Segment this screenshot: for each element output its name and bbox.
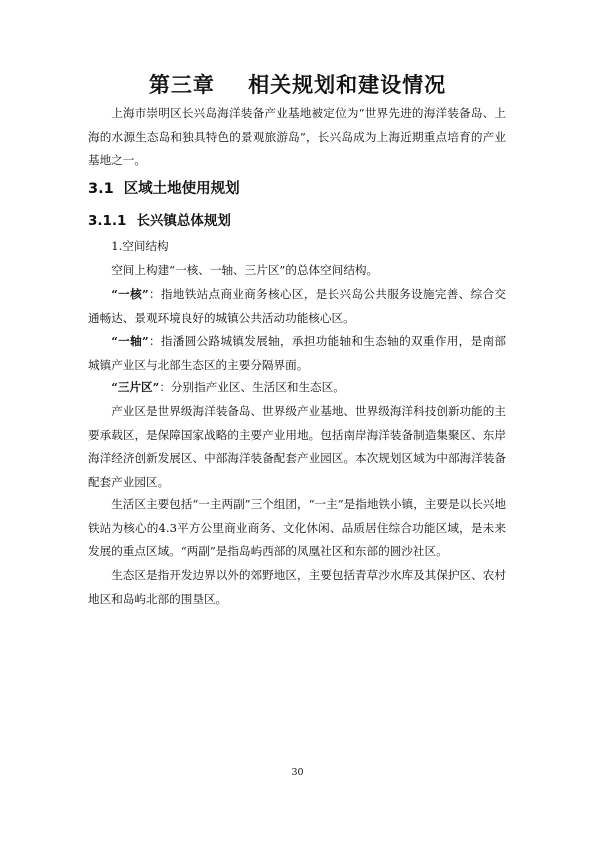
zones-text: ：分别指产业区、生活区和生态区。: [159, 380, 345, 394]
subsection-number: 3.1.1: [88, 213, 127, 229]
ecology-paragraph: 生态区是指开发边界以外的郊野地区，主要包括青草沙水库及其保护区、农村地区和岛屿北部的围垦区。: [88, 568, 506, 606]
subsection-title: 长兴镇总体规划: [136, 213, 231, 229]
section-title: 区域土地使用规划: [123, 181, 240, 197]
core-paragraph: [88, 283, 506, 330]
axis-term: “一轴”: [111, 334, 149, 348]
intro-paragraph: 上海市崇明区长兴岛海洋装备产业基地被定位为“世界先进的海洋装备岛、上海的水源生态岛和独具特色的景观旅游岛”，长兴岛成为上海近期重点培育的产业基地之一。: [88, 106, 506, 167]
section-heading: [88, 178, 240, 200]
section-number: 3.1: [88, 181, 114, 197]
axis-paragraph: [88, 330, 506, 377]
industry-paragraph: 产业区是世界级海洋装备岛、世界级产业基地、世界级海洋科技创新功能的主要承载区，是保障国家战略的主要产业用地。包括南岸海洋装备制造集聚区、东岸海洋经济创新发展区、中部海洋装备配套产业园区。本次规划区域为中部海洋装备配套产业园区。: [88, 404, 506, 489]
living-paragraph: 生活区主要包括“一主两副”三个组团，“一主”是指地铁小镇，主要是以长兴地铁站为核心的4.3平方公里商业商务、文化休闲、品质居住综合功能区域，是未来发展的重点区域。“两副”是指岛屿西部的凤凰社区和东部的圆沙社区。: [88, 497, 506, 558]
chapter-title: 第三章 相关规划和建设情况: [148, 73, 447, 97]
axis-text: ：指潘圆公路城镇发展轴，承担功能轴和生态轴的双重作用，是南部城镇产业区与北部生态区的主要分隔界面。: [88, 334, 506, 372]
structure-paragraph: 空间上构建“一核、一轴、三片区”的总体空间结构。: [111, 263, 379, 277]
zones-paragraph: [88, 376, 506, 400]
core-text: ：指地铁站点商业商务核心区，是长兴岛公共服务设施完善、综合交通畅达、景观环境良好的城镇公共活动功能核心区。: [88, 287, 506, 325]
zones-term: “三片区”: [111, 380, 160, 394]
page-number: 30: [291, 767, 304, 778]
item-heading: 1.空间结构: [111, 239, 169, 253]
subsection-heading: [88, 210, 231, 232]
core-term: “一核”: [111, 287, 149, 301]
